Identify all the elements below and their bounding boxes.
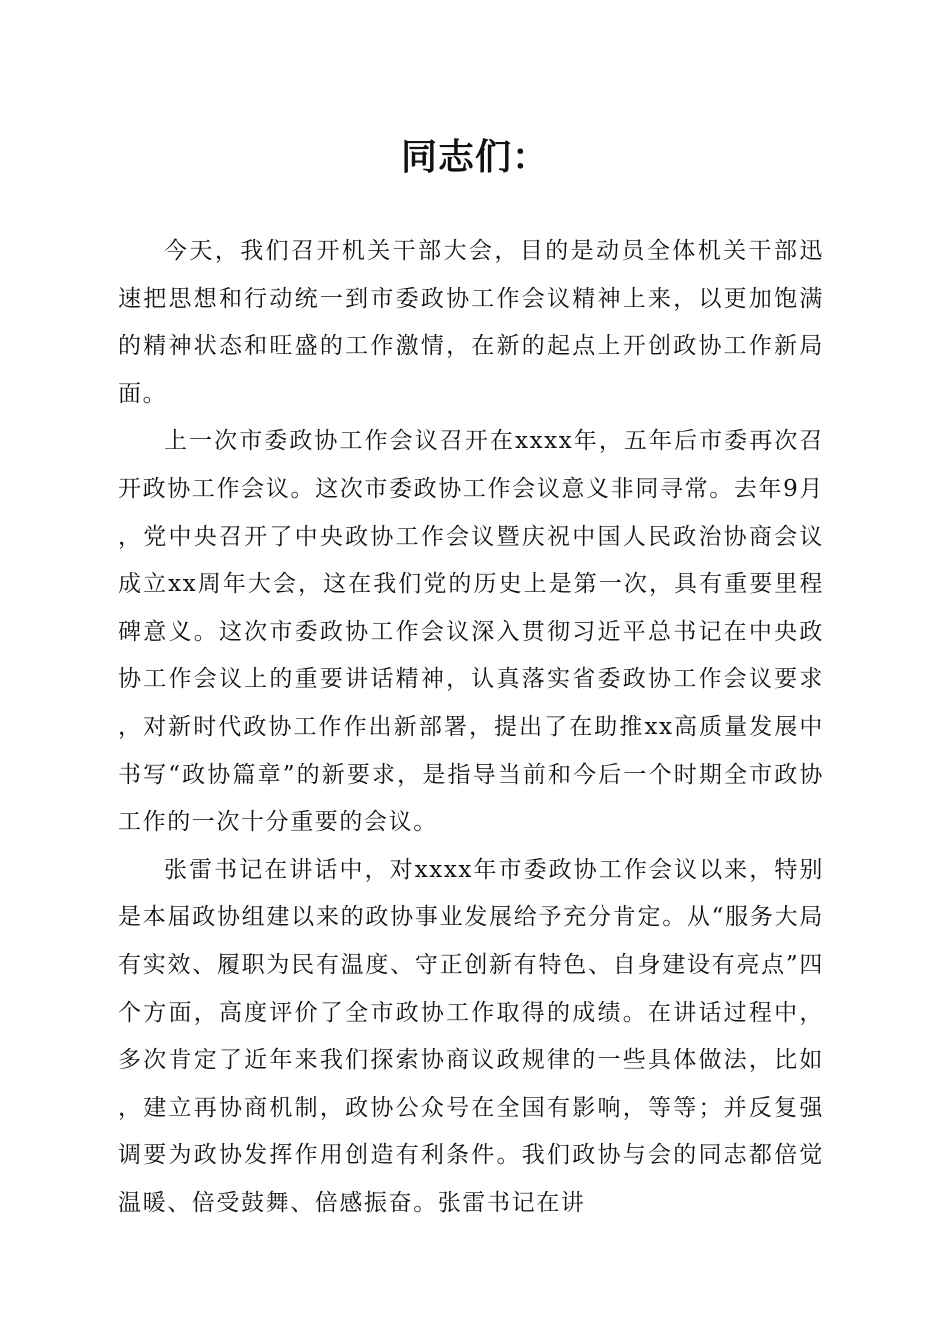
- paragraph-3: 张雷书记在讲话中，对xxxx年市委政协工作会议以来，特别是本届政协组建以来的政协事业发展给予充分肯定。从“服务大局有实效、履职为民有温度、守正创新有特色、自身建设有亮点”四个方面，高度评价了全市政协工作取得的成绩。在讲话过程中，多次肯定了近年来我们探索协商议政规律的一些具体做法，比如，建立再协商机制，政协公众号在全国有影响，等等；并反复强调要为政协发挥作用创造有利条件。我们政协与会的同志都倍觉温暖、倍受鼓舞、倍感振奋。张雷书记在讲: [118, 856, 824, 1216]
- document-title: 同志们：: [400, 137, 549, 178]
- paragraph-2: 上一次市委政协工作会议召开在xxxx年，五年后市委再次召开政协工作会议。这次市委政协工作会议意义非同寻常。去年9月，党中央召开了中央政协工作会议暨庆祝中国人民政治协商会议成立xx周年大会，这在我们党的历史上是第一次，具有重要里程碑意义。这次市委政协工作会议深入贯彻习近平总书记在中央政协工作会议上的重要讲话精神，认真落实省委政协工作会议要求，对新时代政协工作作出新部署，提出了在助推xx高质量发展中书写“政协篇章”的新要求，是指导当前和今后一个时期全市政协工作的一次十分重要的会议。: [118, 428, 824, 836]
- document-body: [118, 228, 824, 1227]
- paragraph-1: 今天，我们召开机关干部大会，目的是动员全体机关干部迅速把思想和行动统一到市委政协工作会议精神上来，以更加饱满的精神状态和旺盛的工作激情，在新的起点上开创政协工作新局面。: [118, 238, 824, 407]
